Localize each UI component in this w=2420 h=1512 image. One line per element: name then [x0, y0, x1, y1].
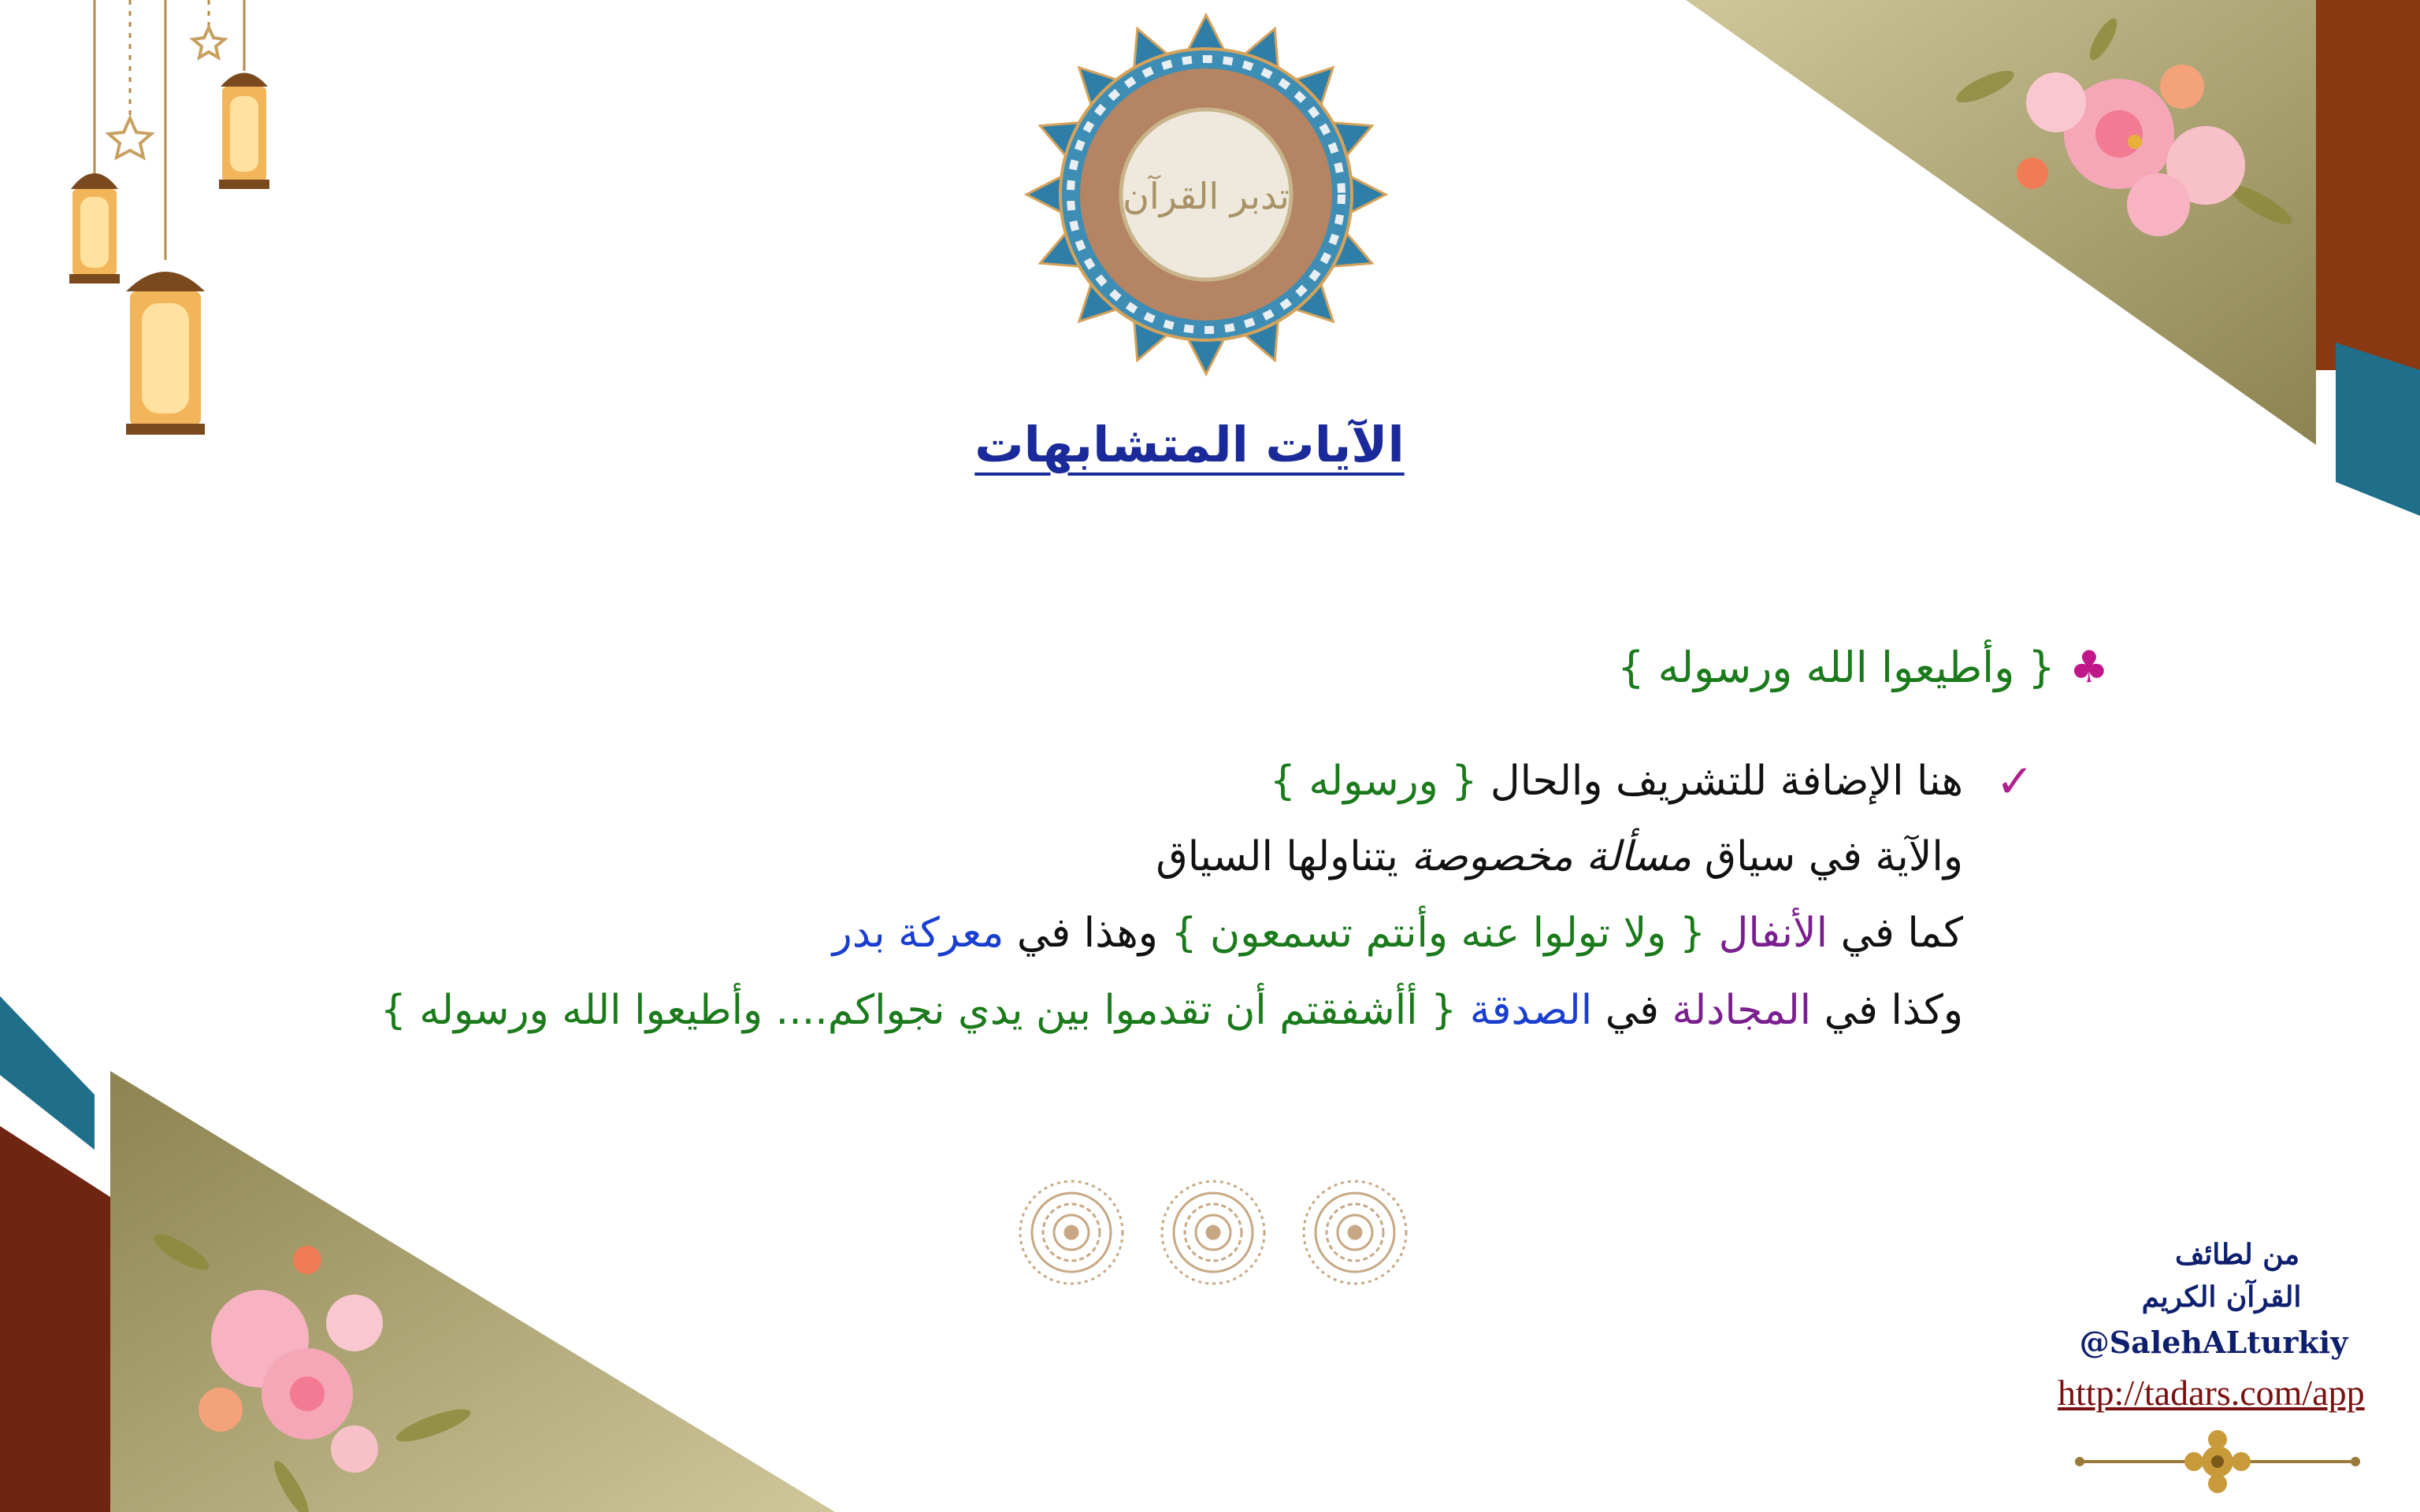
verse-heading-text: { وأطيعوا الله ورسوله } [1617, 643, 2055, 692]
check-icon: ✓ [1995, 754, 2034, 808]
body-line-1 [1270, 758, 1963, 805]
line4-topic: الصدقة [1469, 987, 1593, 1034]
body-line-3 [833, 910, 1963, 957]
line2-text-c: يتناولها السياق [1156, 833, 1398, 880]
verse-heading [1617, 642, 2109, 693]
line4-surah: المجادلة [1672, 987, 1812, 1034]
logo-calligraphy: تدبر القرآن [1123, 175, 1290, 217]
hanging-lanterns [47, 0, 299, 457]
line3-surah: الأنفال [1718, 910, 1828, 957]
app-link[interactable]: http://tadars.com/app [2058, 1373, 2365, 1413]
line4-text-a: وكذا في [1824, 987, 1963, 1034]
twitter-handle: @SalehALturkiy [2079, 1325, 2348, 1360]
flower-bouquet-top-right [1946, 16, 2308, 276]
line3-text-d: وهذا في [1016, 910, 1158, 957]
mandala-ornaments [1016, 1173, 1410, 1292]
credit-line-2: القرآن الكريم [2141, 1280, 2302, 1314]
page-title: الآيات المتشابهات [974, 416, 1405, 473]
line3-battle: معركة بدر [832, 910, 1004, 957]
line4-text-c: في [1605, 987, 1659, 1034]
lantern-right [219, 73, 269, 190]
body-line-4 [380, 987, 1963, 1034]
line4-verse: { أأشفقتم أن تقدموا بين يدي نجواكم.... وأطيعوا الله ورسوله } [380, 987, 1457, 1034]
ornament-divider [2072, 1430, 2363, 1493]
body-line-2 [1156, 833, 1963, 880]
line3-text-a: كما في [1840, 910, 1963, 957]
credit-line-1: من لطائف [2175, 1238, 2299, 1271]
line2-italic: مسألة مخصوصة [1411, 833, 1692, 880]
tadabbur-quran-logo [1021, 9, 1391, 380]
club-bullet-icon: ♣ [2069, 642, 2109, 693]
line2-text-a: والآية في سياق [1704, 833, 1963, 880]
lantern-center [126, 272, 205, 435]
flower-bouquet-bottom-left [150, 1228, 481, 1512]
line3-verse: { ولا تولوا عنه وأنتم تسمعون } [1171, 910, 1706, 957]
lantern-left [69, 173, 120, 284]
line1-text: هنا الإضافة للتشريف والحال [1490, 758, 1963, 805]
line1-verse: { ورسوله } [1269, 758, 1478, 805]
